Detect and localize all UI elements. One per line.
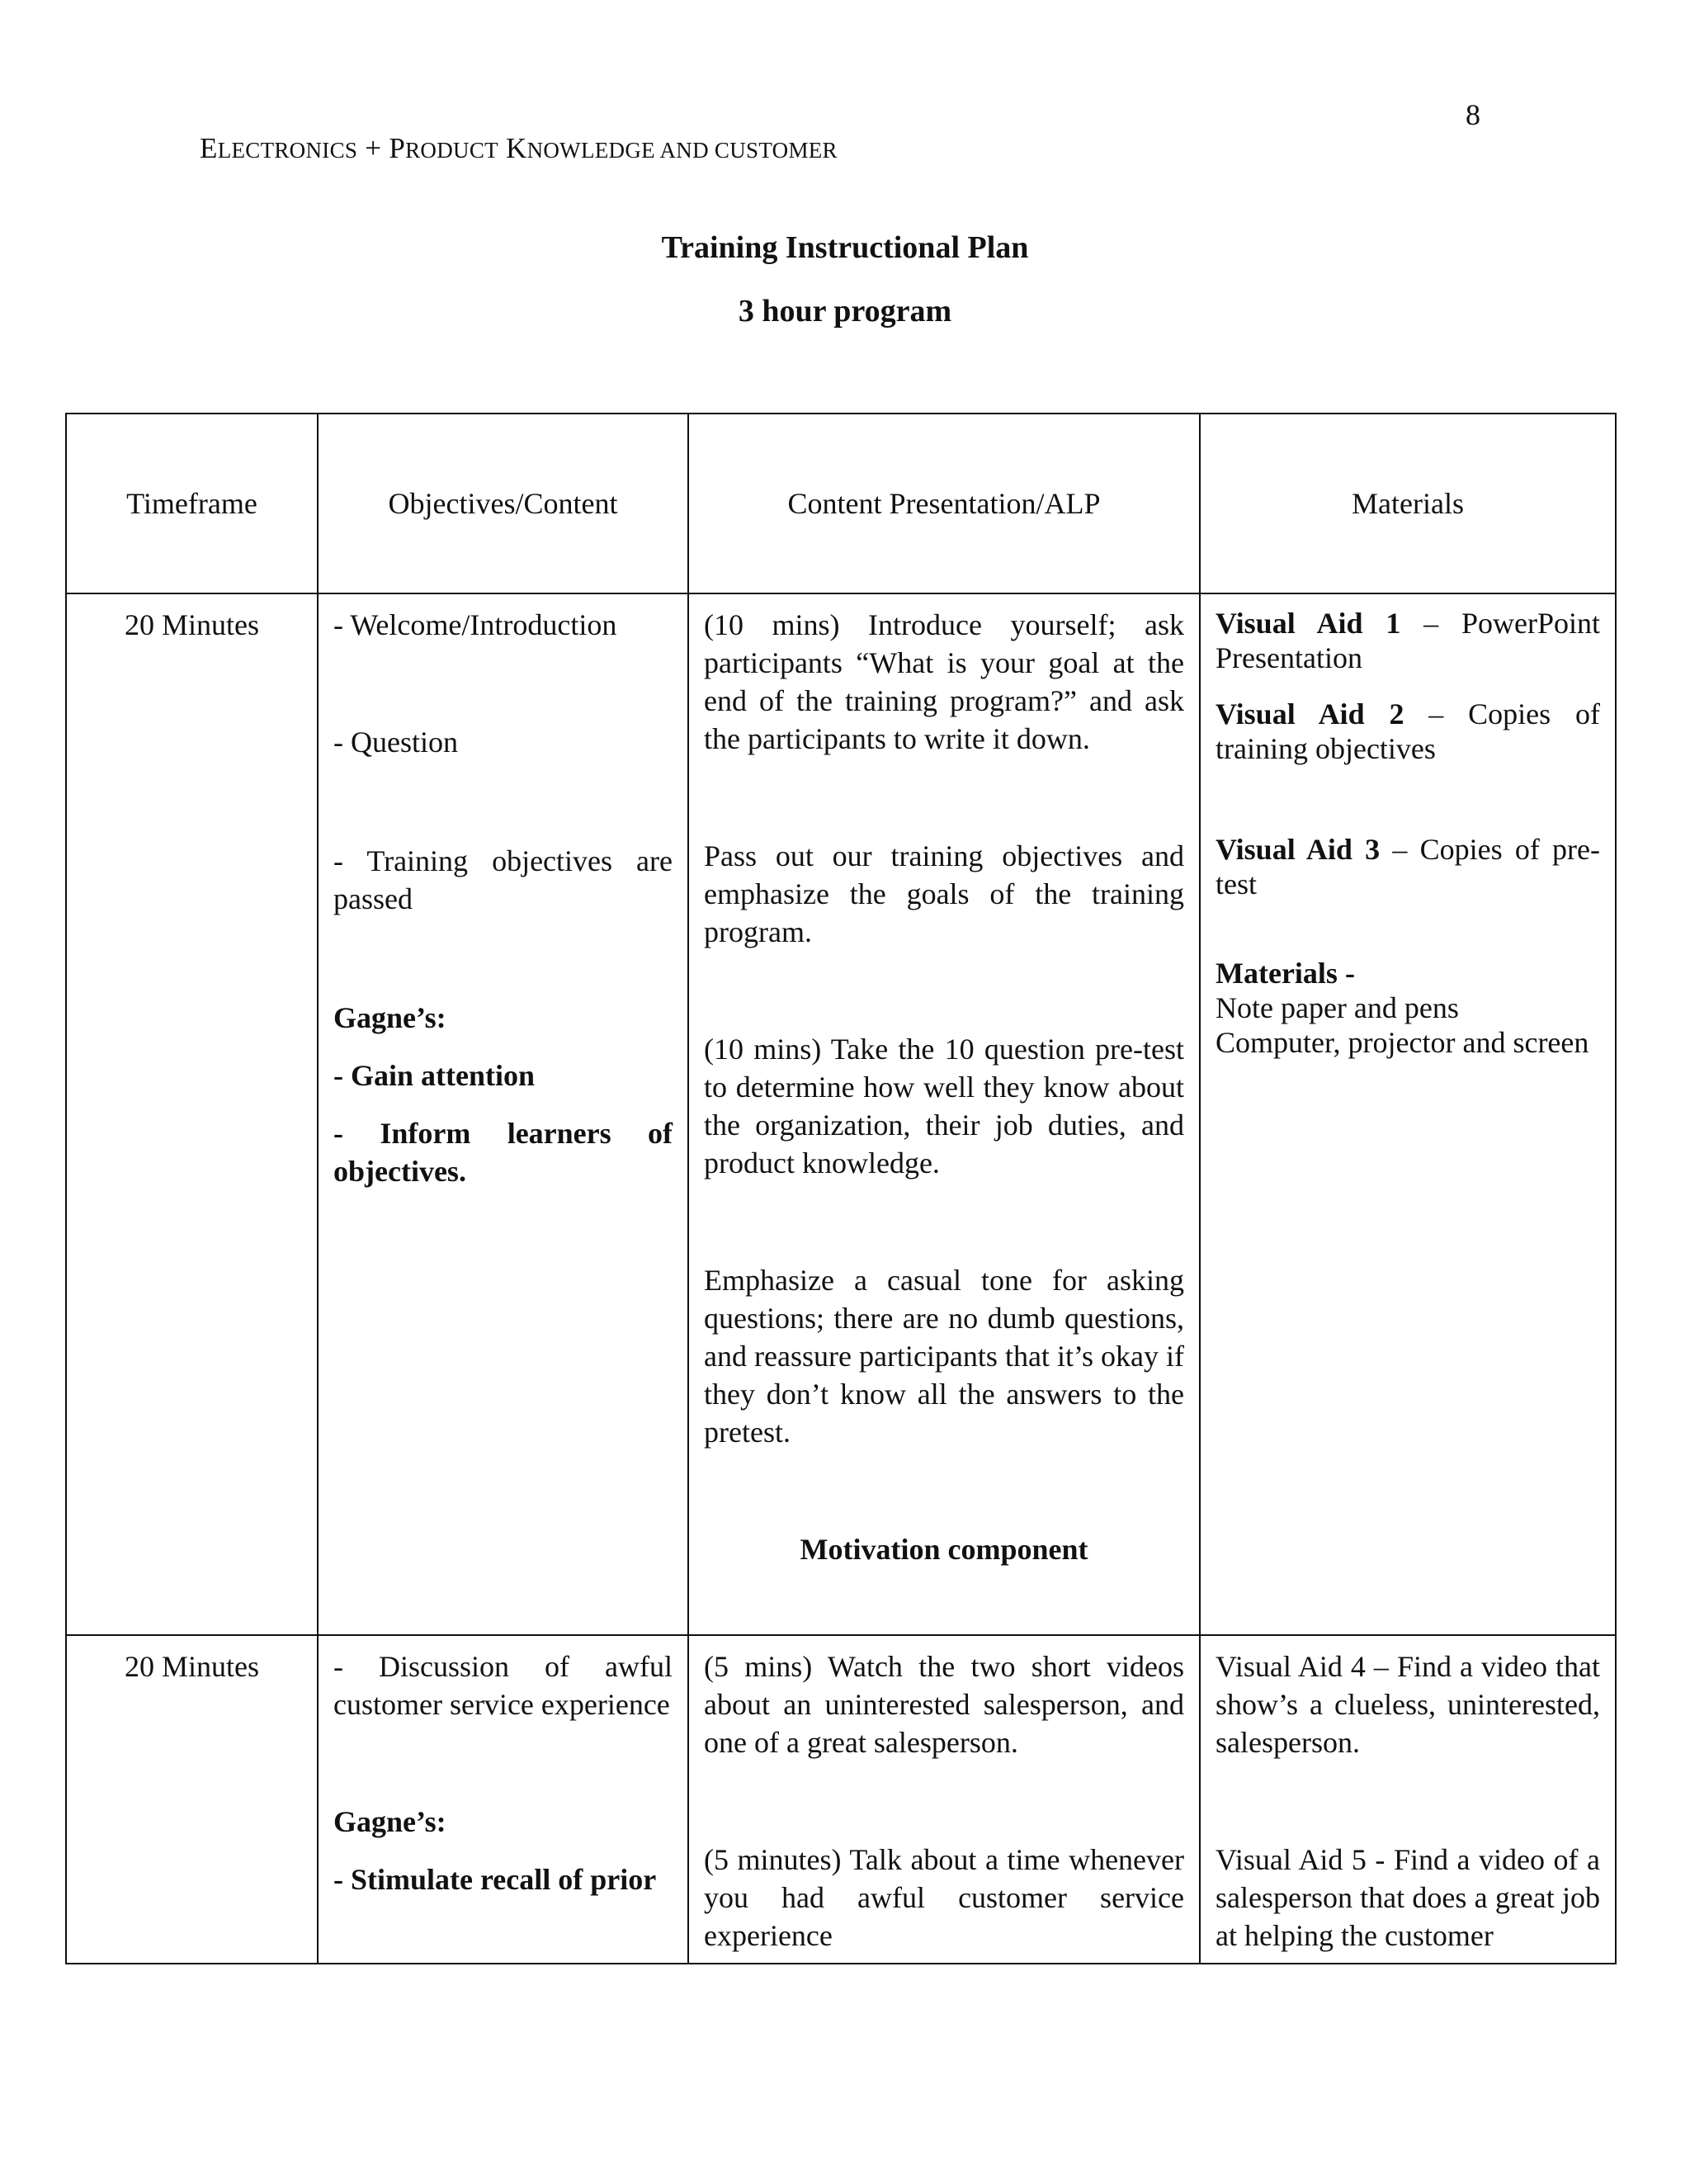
- objectives-cell: [318, 593, 688, 1635]
- gagne-event: - Gain attention: [333, 1059, 536, 1092]
- presentation-paragraph: (5 minutes) Talk about a time whenever you had awful customer service experience: [704, 1843, 1184, 1952]
- material-description: – Copies of training objectives: [1216, 697, 1601, 765]
- material-item: [1216, 956, 1600, 1060]
- materials-cell: [1200, 1635, 1616, 1964]
- table-header-row: [66, 414, 1616, 593]
- document-title: Training Instructional Plan: [661, 230, 1029, 265]
- running-head-plus: +: [357, 132, 389, 164]
- materials-cell: [1200, 593, 1616, 1635]
- running-head-cap: E: [200, 132, 218, 164]
- material-description: – PowerPoint Presentation: [1216, 607, 1600, 674]
- instructional-plan-table: [65, 413, 1617, 1964]
- objective-text: - Training objectives are passed: [333, 844, 673, 915]
- timeframe-cell: 20 Minutes: [66, 1635, 318, 1964]
- material-label: Materials -: [1216, 957, 1355, 990]
- column-header-presentation: Content Presentation/ALP: [688, 414, 1200, 593]
- material-label: Visual Aid 2: [1216, 697, 1404, 730]
- material-item: [1216, 1647, 1600, 1761]
- material-item: [1216, 832, 1600, 901]
- gagne-event: - Inform learners of objectives.: [333, 1117, 673, 1188]
- running-head-smallcaps: NOWLEDGE AND CUSTOMER: [526, 138, 838, 163]
- objectives-cell: [318, 1635, 688, 1964]
- objective-item: - Discussion of awful customer service experience: [333, 1650, 673, 1721]
- presentation-cell: [688, 1635, 1200, 1964]
- table-row: [66, 593, 1616, 1635]
- running-head-cap: K: [498, 132, 527, 164]
- document-subtitle: 3 hour program: [738, 294, 952, 329]
- running-head-smallcaps: LECTRONICS: [217, 138, 358, 163]
- material-label: Visual Aid 5: [1216, 1843, 1367, 1876]
- material-description: Note paper and pens: [1216, 991, 1459, 1024]
- gagne-event: - Stimulate recall of prior: [333, 1863, 657, 1896]
- column-header-objectives: Objectives/Content: [318, 414, 688, 593]
- column-header-materials: Materials: [1200, 414, 1616, 593]
- objective-item: - Question: [333, 726, 458, 759]
- objective-item: - Welcome/Introduction: [333, 608, 617, 641]
- presentation-paragraph: Pass out our training objectives and emphasize the goals of the training program.: [704, 839, 1184, 948]
- presentation-paragraph: (10 mins) Introduce yourself; ask participants “What is your goal at the end of the training program?” and ask the participants to write it down.: [704, 608, 1184, 755]
- table-row: [66, 1635, 1616, 1964]
- running-head-cap: P: [389, 132, 406, 164]
- material-description: - Find a video of a salesperson that does a great job at helping the customer: [1216, 1843, 1601, 1952]
- gagne-label: Gagne’s:: [333, 1805, 446, 1838]
- presentation-paragraph: Emphasize a casual tone for asking questions; there are no dumb questions, and reassure participants that it’s okay if they don’t know all the answers to the pretest.: [704, 1264, 1184, 1449]
- material-description: – Copies of pre-test: [1216, 833, 1600, 901]
- material-label: Visual Aid 3: [1216, 833, 1381, 866]
- material-description: Computer, projector and screen: [1216, 1026, 1589, 1059]
- gagne-label: Gagne’s:: [333, 1001, 446, 1034]
- material-item: [1216, 606, 1600, 675]
- page-number: 8: [1466, 98, 1480, 131]
- material-item: [1216, 697, 1600, 766]
- column-header-timeframe: Timeframe: [66, 414, 318, 593]
- material-item: [1216, 1841, 1600, 1955]
- objective-item: [333, 842, 673, 918]
- material-label: Visual Aid 4: [1216, 1650, 1366, 1683]
- presentation-paragraph: (5 mins) Watch the two short videos about an uninterested salesperson, and one of a great salesperson.: [704, 1650, 1184, 1759]
- presentation-cell: [688, 593, 1200, 1635]
- presentation-paragraph: (10 mins) Take the 10 question pre-test to determine how well they know about the organization, their job duties, and product knowledge.: [704, 1033, 1184, 1179]
- running-head: [200, 132, 838, 165]
- material-label: Visual Aid 1: [1216, 607, 1401, 640]
- timeframe-cell: 20 Minutes: [66, 593, 318, 1635]
- running-head-smallcaps: RODUCT: [405, 138, 498, 163]
- material-description: – Find a video that show’s a clueless, uninterested, salesperson.: [1216, 1650, 1601, 1759]
- motivation-component-label: Motivation component: [800, 1533, 1088, 1566]
